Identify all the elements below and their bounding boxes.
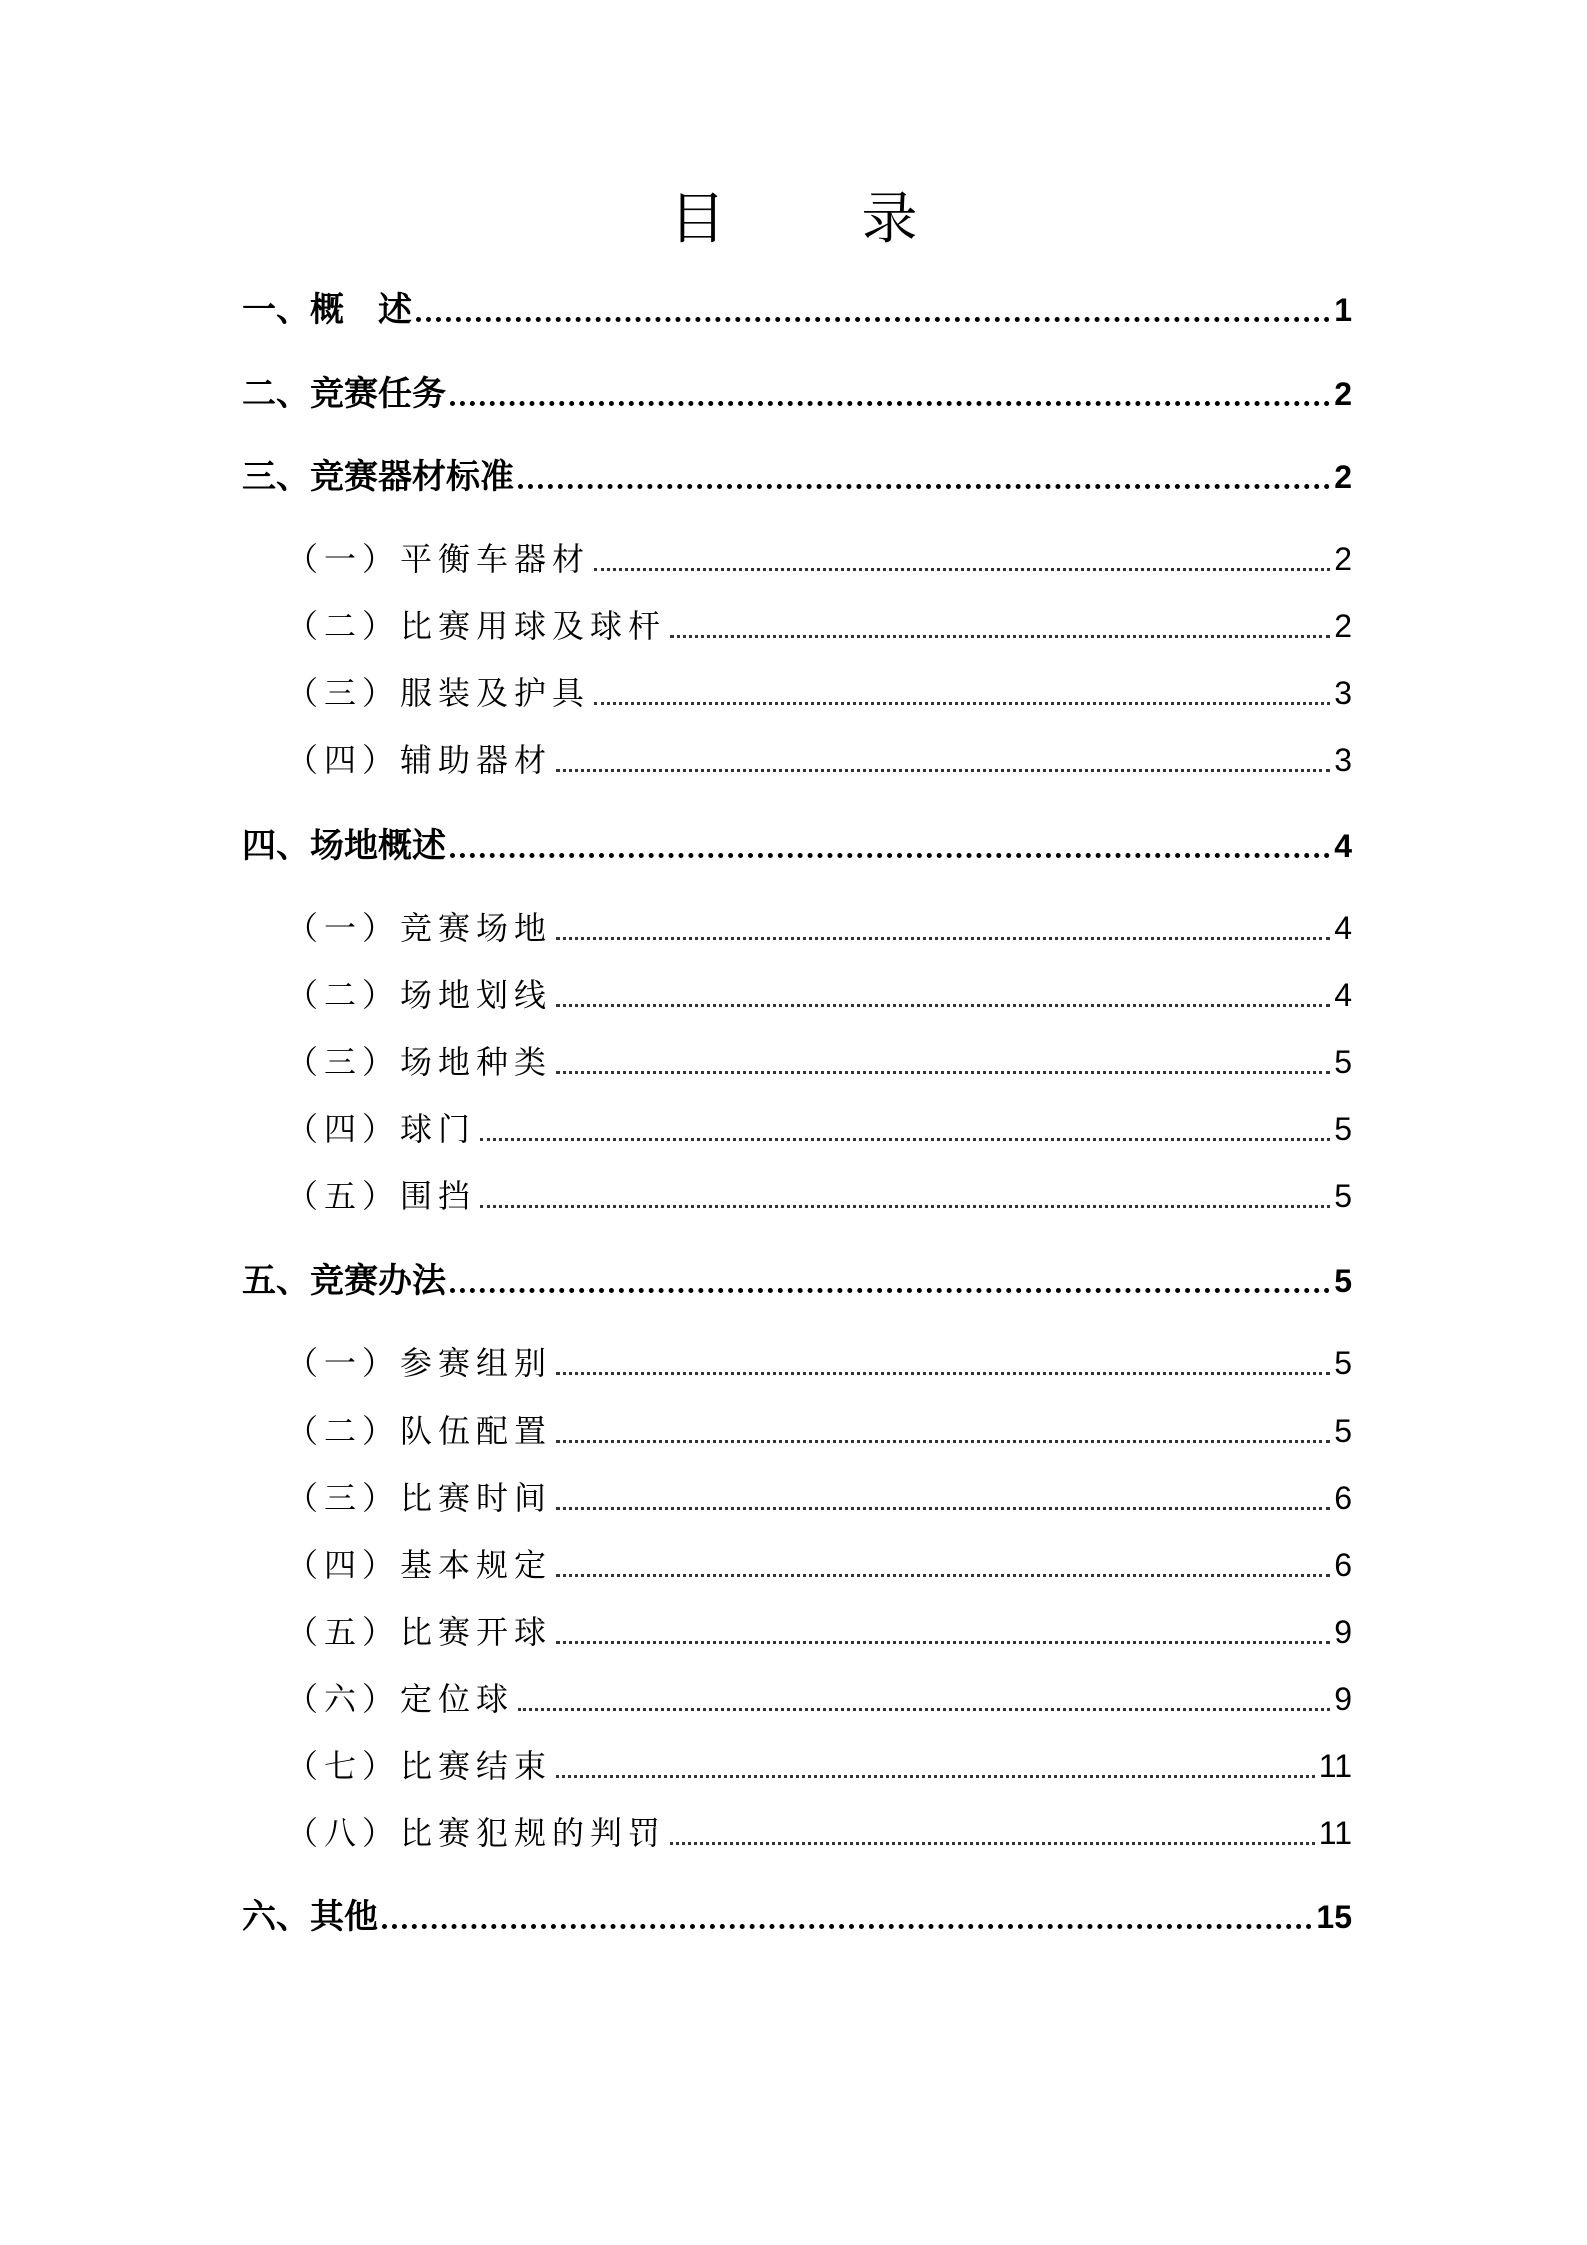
toc-dot-leader — [670, 635, 1330, 638]
toc-page-number: 15 — [1316, 1899, 1352, 1935]
toc-subsection-entry[interactable] — [286, 1039, 1352, 1085]
toc-entry-label: （三）比赛时间 — [286, 1479, 553, 1517]
toc-subsection-entry[interactable] — [286, 1609, 1352, 1655]
toc-page-number: 6 — [1334, 1547, 1352, 1583]
toc-section-entry[interactable] — [242, 370, 1352, 418]
toc-dot-leader — [556, 1004, 1330, 1007]
toc-section-entry[interactable] — [242, 1257, 1352, 1305]
toc-dot-leader — [382, 1924, 1312, 1929]
toc-entry-label: 三、竞赛器材标准 — [242, 457, 514, 497]
toc-dot-leader — [556, 1775, 1315, 1778]
toc-dot-leader — [556, 1641, 1330, 1644]
toc-entry-label: （四）基本规定 — [286, 1546, 553, 1584]
toc-section-entry[interactable] — [242, 286, 1352, 334]
toc-subsection-entry[interactable] — [286, 1542, 1352, 1588]
toc-entry-label: （五）比赛开球 — [286, 1613, 553, 1651]
toc-page-number: 4 — [1334, 910, 1352, 946]
toc-subsection-entry[interactable] — [286, 1106, 1352, 1152]
toc-entry-label: （二）场地划线 — [286, 976, 553, 1014]
toc-page-number: 9 — [1334, 1681, 1352, 1717]
toc-page-number: 5 — [1334, 1345, 1352, 1381]
toc-page-number: 5 — [1334, 1111, 1352, 1147]
toc-dot-leader — [450, 401, 1330, 406]
toc-dot-leader — [518, 484, 1330, 489]
toc-entry-label: 五、竞赛办法 — [242, 1261, 446, 1301]
toc-dot-leader — [450, 853, 1330, 858]
toc-dot-leader — [556, 769, 1330, 772]
toc-entry-label: （四）球门 — [286, 1110, 477, 1148]
toc-entry-label: 一、概 述 — [242, 290, 412, 330]
toc-dot-leader — [416, 317, 1330, 322]
toc-dot-leader — [556, 1440, 1330, 1443]
toc-page-number: 5 — [1334, 1263, 1352, 1299]
toc-subsection-entry[interactable] — [286, 905, 1352, 951]
toc-page-number: 3 — [1334, 675, 1352, 711]
toc-section-entry[interactable] — [242, 1893, 1352, 1941]
toc-entry-label: （八）比赛犯规的判罚 — [286, 1814, 667, 1852]
toc-entry-label: （三）服装及护具 — [286, 674, 591, 712]
toc-subsection-entry[interactable] — [286, 1743, 1352, 1789]
toc-subsection-entry[interactable] — [286, 536, 1352, 582]
toc-dot-leader — [556, 1574, 1330, 1577]
toc-subsection-entry[interactable] — [286, 1810, 1352, 1856]
toc-page-number: 5 — [1334, 1178, 1352, 1214]
toc-entry-label: （四）辅助器材 — [286, 741, 553, 779]
toc-entry-label: （一）竞赛场地 — [286, 909, 553, 947]
toc-entry-label: 四、场地概述 — [242, 826, 446, 866]
toc-entry-label: 二、竞赛任务 — [242, 374, 446, 414]
toc-entry-label: （一）参赛组别 — [286, 1344, 553, 1382]
toc-subsection-entry[interactable] — [286, 603, 1352, 649]
toc-entry-label: 六、其他 — [242, 1897, 378, 1937]
toc-section-entry[interactable] — [242, 822, 1352, 870]
toc-subsection-entry[interactable] — [286, 670, 1352, 716]
toc-page-number: 3 — [1334, 742, 1352, 778]
toc-page-number: 5 — [1334, 1044, 1352, 1080]
toc-page-number: 6 — [1334, 1480, 1352, 1516]
toc-entry-label: （一）平衡车器材 — [286, 540, 591, 578]
toc-page-number: 2 — [1334, 608, 1352, 644]
toc-page-number: 2 — [1334, 541, 1352, 577]
toc-subsection-entry[interactable] — [286, 1676, 1352, 1722]
toc-entry-label: （七）比赛结束 — [286, 1747, 553, 1785]
toc-entry-label: （二）队伍配置 — [286, 1412, 553, 1450]
toc-dot-leader — [518, 1708, 1330, 1711]
toc-dot-leader — [556, 937, 1330, 940]
toc-dot-leader — [594, 568, 1330, 571]
toc-subsection-entry[interactable] — [286, 1173, 1352, 1219]
toc-subsection-entry[interactable] — [286, 1475, 1352, 1521]
toc-subsection-entry[interactable] — [286, 737, 1352, 783]
toc-page-number: 11 — [1318, 1815, 1352, 1851]
toc-page-number: 5 — [1334, 1413, 1352, 1449]
toc-entry-label: （二）比赛用球及球杆 — [286, 607, 667, 645]
page-title: 目 录 — [669, 187, 958, 252]
toc-dot-leader — [450, 1288, 1330, 1293]
toc-dot-leader — [480, 1205, 1330, 1208]
toc-page-number: 4 — [1334, 977, 1352, 1013]
toc-page-number: 2 — [1334, 376, 1352, 412]
toc-dot-leader — [556, 1071, 1330, 1074]
toc-page-number: 4 — [1334, 828, 1352, 864]
toc-page-number: 1 — [1334, 292, 1352, 328]
toc-dot-leader — [594, 702, 1330, 705]
toc-dot-leader — [556, 1507, 1330, 1510]
toc-subsection-entry[interactable] — [286, 1340, 1352, 1386]
toc-dot-leader — [556, 1372, 1330, 1375]
toc-page-number: 11 — [1318, 1748, 1352, 1784]
toc-page-number: 9 — [1334, 1614, 1352, 1650]
toc-dot-leader — [670, 1842, 1315, 1845]
toc-page-number: 2 — [1334, 459, 1352, 495]
toc-entry-label: （三）场地种类 — [286, 1043, 553, 1081]
toc-subsection-entry[interactable] — [286, 972, 1352, 1018]
toc-dot-leader — [480, 1138, 1330, 1141]
toc-entry-label: （六）定位球 — [286, 1680, 515, 1718]
toc-section-entry[interactable] — [242, 453, 1352, 501]
toc-subsection-entry[interactable] — [286, 1408, 1352, 1454]
toc-entry-label: （五）围挡 — [286, 1177, 477, 1215]
